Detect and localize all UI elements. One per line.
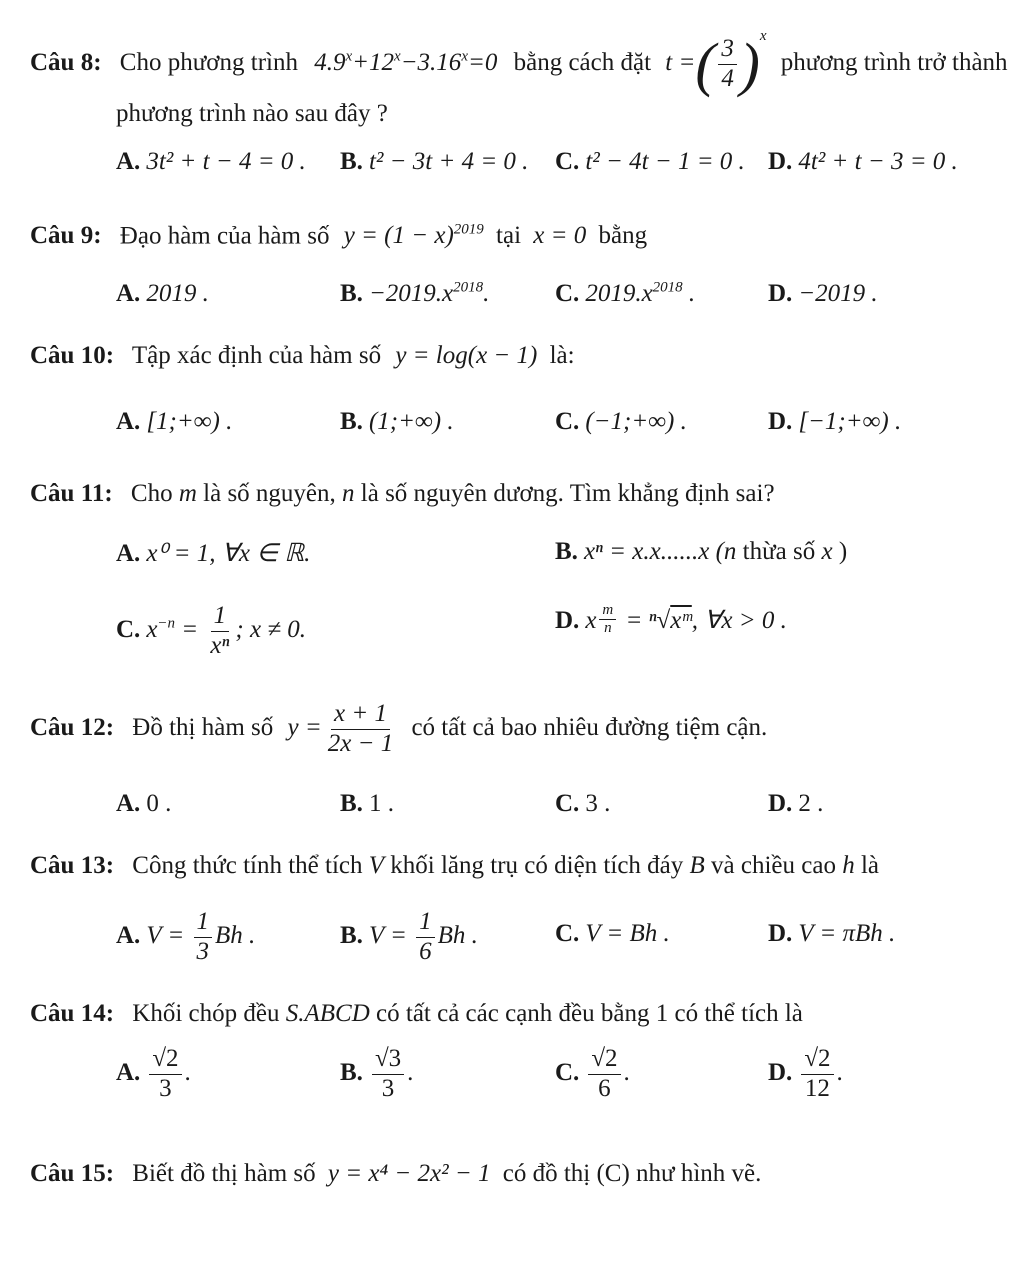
- question-10: [30, 342, 1010, 370]
- question-stem: Khối chóp đều: [132, 1000, 280, 1027]
- option-a[interactable]: A. [1;+∞) .: [116, 408, 233, 435]
- question-stem-2: có đồ thị (C) như hình vẽ.: [502, 1160, 762, 1187]
- equation: y = log(x − 1): [395, 342, 538, 369]
- equation: $4.9^x+12^x-3.16^x=0$: [314, 48, 498, 76]
- option-a[interactable]: A. 3t² + t − 4 = 0 .: [116, 148, 306, 175]
- option-b[interactable]: B. xⁿ = x.x......x (n thừa số x ): [555, 538, 848, 565]
- question-stem-2: là:: [549, 342, 575, 369]
- question-stem: Tập xác định của hàm số: [131, 342, 382, 369]
- option-b[interactable]: B. V = $\frac{1}{6}$ Bh .: [340, 908, 478, 965]
- function-fraction: y = $\frac{x + 1}{2x - 1}$: [287, 700, 394, 757]
- question-9: [30, 222, 1010, 250]
- option-a[interactable]: A. V = $\frac{1}{3}$ Bh .: [116, 908, 256, 965]
- question-label: Câu 12:: [30, 713, 115, 741]
- question-stem: Biết đồ thị hàm số: [132, 1160, 316, 1187]
- option-d[interactable]: D. V = πBh .: [768, 920, 896, 947]
- question-8: [30, 28, 1010, 98]
- question-stem: Công thức tính thể tích: [132, 852, 363, 879]
- question-stem-2: có tất cả bao nhiêu đường tiệm cận.: [411, 713, 768, 741]
- question-label: Câu 15:: [30, 1160, 115, 1187]
- option-a[interactable]: A. 0 .: [116, 790, 172, 817]
- question-label: Câu 11:: [30, 480, 113, 507]
- option-d[interactable]: D. 2 .: [768, 790, 824, 817]
- question-label: Câu 8:: [30, 49, 102, 76]
- question-stem-3: phương trình trở thành: [780, 49, 1008, 76]
- option-d[interactable]: D. $\frac{√2}{12}$ .: [768, 1045, 843, 1102]
- substitution: t =( $\frac{3}{4}$ )$^x$: [665, 28, 767, 98]
- option-c[interactable]: C. $2019.x^{2018}$ .: [555, 280, 696, 308]
- question-12: [30, 700, 1010, 759]
- question-stem-2: bằng cách đặt: [513, 49, 652, 76]
- equation: y = x⁴ − 2x² − 1: [327, 1160, 491, 1187]
- question-stem: Đạo hàm của hàm số: [119, 222, 330, 250]
- question-stem: Đồ thị hàm số: [132, 713, 274, 741]
- option-a[interactable]: A. 2019 .: [116, 280, 209, 307]
- option-c[interactable]: C. 3 .: [555, 790, 611, 817]
- option-d[interactable]: D. [−1;+∞) .: [768, 408, 902, 435]
- question-11: Câu 11: Cho m là số nguyên, n là số nguyên dương. Tìm khẳng định sai?: [30, 480, 775, 507]
- option-b[interactable]: B. 1 .: [340, 790, 394, 817]
- question-8-line2: phương trình nào sau đây ?: [116, 100, 388, 127]
- option-a[interactable]: A. $\frac{√2}{3}$ .: [116, 1045, 191, 1102]
- equation: $y = (1 - x)^{2019}$: [343, 222, 484, 250]
- option-b[interactable]: B. t² − 3t + 4 = 0 .: [340, 148, 529, 175]
- question-14: Câu 14: Khối chóp đều S.ABCD có tất cả các cạnh đều bằng 1 có thể tích là: [30, 1000, 803, 1027]
- option-c[interactable]: C. V = Bh .: [555, 920, 670, 947]
- question-stem-3: bằng: [598, 222, 648, 250]
- option-b[interactable]: B. (1;+∞) .: [340, 408, 454, 435]
- option-a[interactable]: A. x⁰ = 1, ∀x ∈ ℝ.: [116, 540, 311, 567]
- question-13: Câu 13: Công thức tính thể tích V khối lăng trụ có diện tích đáy B và chiều cao h là: [30, 852, 880, 879]
- question-15: [30, 1160, 1010, 1188]
- question-stem: Cho: [130, 480, 173, 507]
- question-label: Câu 10:: [30, 342, 115, 369]
- option-c[interactable]: C. (−1;+∞) .: [555, 408, 687, 435]
- question-stem-2: tại: [496, 222, 522, 250]
- option-d[interactable]: D. −2019 .: [768, 280, 878, 307]
- question-label: Câu 13:: [30, 852, 115, 879]
- question-label: Câu 14:: [30, 1000, 115, 1027]
- option-c[interactable]: C. t² − 4t − 1 = 0 .: [555, 148, 745, 175]
- option-d[interactable]: D. 4t² + t − 3 = 0 .: [768, 148, 958, 175]
- question-stem: Cho phương trình: [119, 49, 298, 76]
- option-c[interactable]: C. $x^{-n}$ = $\frac{1}{\text{xⁿ}}$ ; x ≠ 0.: [116, 602, 307, 659]
- equation-2: x = 0: [533, 222, 587, 250]
- question-label: Câu 9:: [30, 222, 102, 250]
- option-b[interactable]: B. $\frac{√3}{3}$ .: [340, 1045, 414, 1102]
- option-d[interactable]: D. x $\frac{m}{n}$ = ⁿ√xᵐ, ∀x > 0 .: [555, 602, 787, 637]
- option-c[interactable]: C. $\frac{√2}{6}$ .: [555, 1045, 630, 1102]
- option-b[interactable]: B. $-2019.x^{2018}$.: [340, 280, 490, 308]
